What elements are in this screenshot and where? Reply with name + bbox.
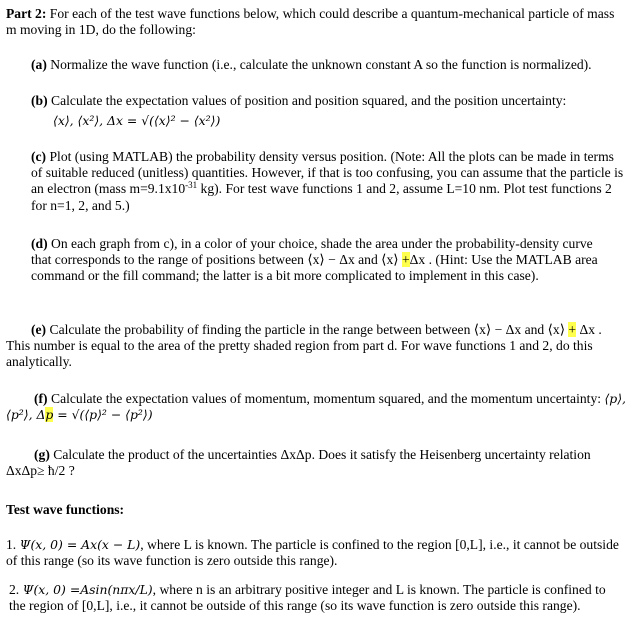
item-b-formula: ⟨x⟩, ⟨x²⟩, Δx = √(⟨x⟩² − ⟨x²⟩) [53,113,221,128]
item-e-plus-highlight: + [568,322,577,337]
item-b-label: (b) [31,93,48,108]
item-g [6,447,628,479]
wave-function-1 [6,537,626,569]
item-d-plus-highlight: + [401,252,410,268]
wave-function-2-formula: Ψ(x, 0) =Asin(nπx/L) [22,582,153,597]
item-e-text-1: Calculate the probability of finding the particle in the range between between ⟨x⟩ − Δx and ⟨x⟩ [49,322,566,337]
wave-function-1-formula: Ψ(x, 0) = Ax(x − L) [19,537,141,552]
item-d-text-1: On each graph from c), in a color of your choice, shade the area under the probability-density curve that corresponds to the range of positions between ⟨x⟩ − Δx and ⟨x⟩ [31,236,593,268]
wave-function-1-number: 1. [6,537,17,552]
item-c-text-1: Plot (using MATLAB) the probability density versus position. (Note: All the plots can be made in terms of suitable reduced (unitless) quantities. However, if that is too confusing, you can assume that the particle is an electron (mass m=9.1x10 [31,149,624,197]
item-f-formula-post: = √(⟨p⟩² − ⟨p²⟩) [53,407,153,423]
item-f-formula-pre: ⟨p⟩, ⟨p²⟩, Δ [6,391,626,423]
item-b [31,93,633,109]
item-e [6,322,628,371]
wave-function-2 [9,582,624,614]
item-d-text-2: Δx . (Hint: Use the MATLAB area command or the fill command; the latter is a bit more complicated to implement in this case). [31,252,598,284]
item-f-text: Calculate the expectation values of momentum, momentum squared, and the momentum uncertainty: [51,391,602,406]
item-g-label: (g) [34,447,50,462]
item-e-text-2: Δx . This number is equal to the area of the pretty shaded region from part d. For wave functions 1 and 2, do this analytically. [6,322,602,370]
item-c-label: (c) [31,149,47,164]
item-g-text: Calculate the product of the uncertainties ΔxΔp. Does it satisfy the Heisenberg uncertainty relation ΔxΔp≥ ħ/2 ? [6,447,591,479]
item-f-formula-highlight: p [45,407,54,423]
wave-function-2-number: 2. [9,582,20,597]
item-b-text: Calculate the expectation values of position and position squared, and the position uncertainty: [51,93,567,108]
wave-function-2-text: , where n is an arbitrary positive integer and L is known. The particle is confined to the region of [0,L], i.e., it cannot be outside of this range (so its wave function is zero outside this range). [9,582,606,614]
item-a-label: (a) [31,57,47,72]
part-label: Part 2: [6,6,47,21]
item-e-label: (e) [31,322,47,337]
item-c [31,149,626,214]
wave-function-1-text: , where L is known. The particle is confined to the region [0,L], i.e., it cannot be outside of this range (so its wave function is zero outside this range). [6,537,619,569]
item-a-text: Normalize the wave function (i.e., calculate the unknown constant A so the function is normalized). [50,57,592,72]
item-c-text-2: kg). For test wave functions 1 and 2, assume L=10 nm. Plot test functions 2 for n=1, 2, and 5.) [31,181,612,213]
item-c-exponent: -31 [185,180,198,191]
item-a [31,57,623,73]
part-intro-text: For each of the test wave functions below, which could describe a quantum-mechanical particle of mass m moving in 1D, do the following: [6,6,615,38]
item-f-label: (f) [34,391,48,406]
test-heading: Test wave functions: [6,502,125,517]
item-f [6,391,628,423]
item-d-label: (d) [31,236,48,251]
part-intro [6,6,628,38]
item-d [31,236,613,285]
